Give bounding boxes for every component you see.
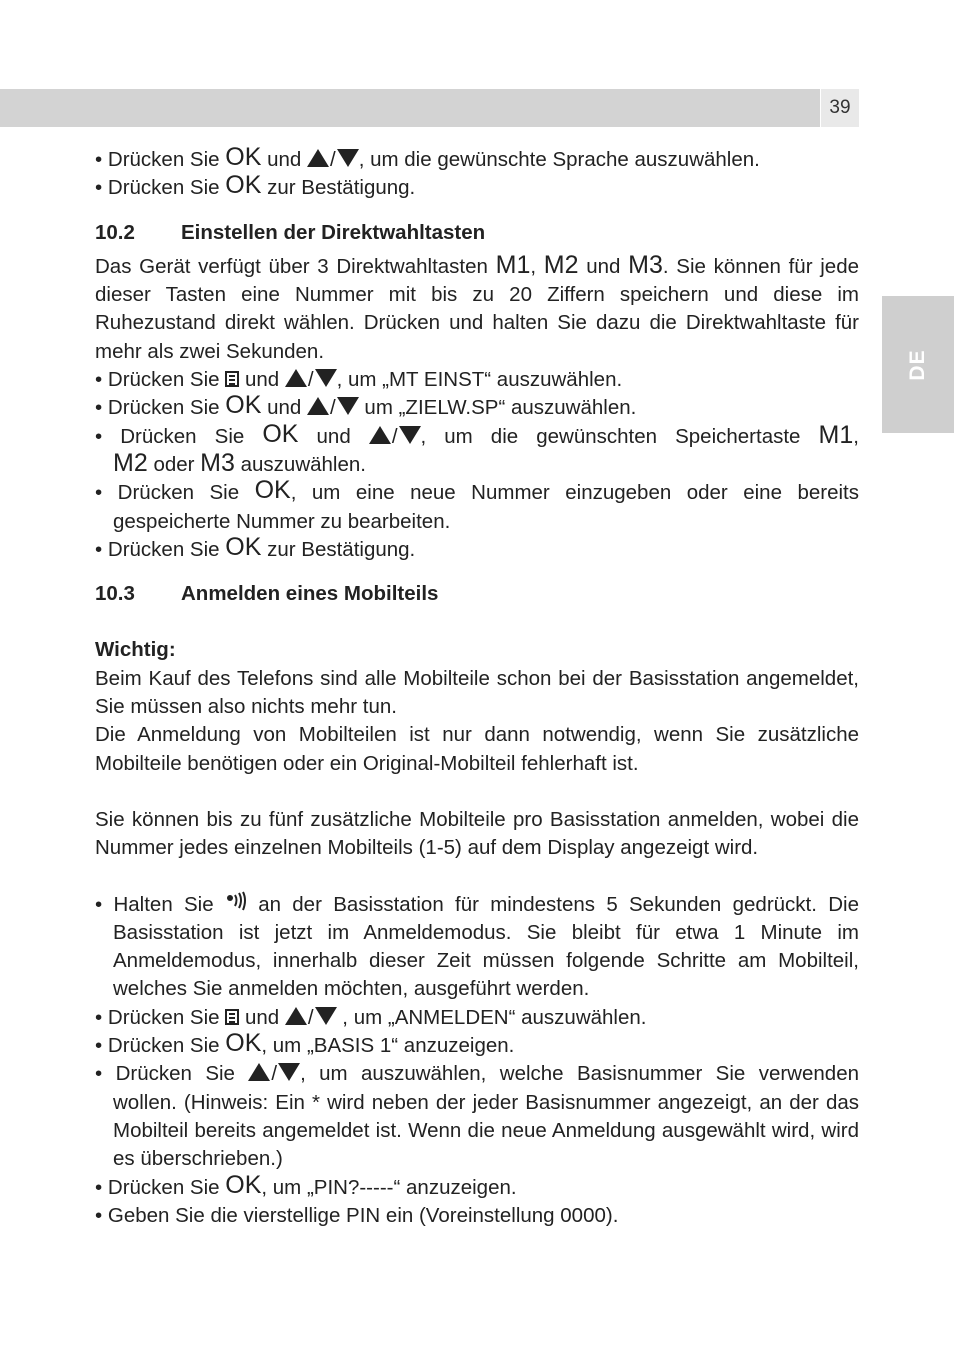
m1-key-icon: M1 — [818, 420, 854, 449]
arrow-down-icon — [337, 149, 359, 167]
arrow-up-icon — [307, 397, 329, 415]
important-label: Wichtig: — [95, 638, 176, 662]
m3-key-icon: M3 — [628, 250, 663, 279]
list-item: • Drücken Sie OK zur Bestätigung. — [95, 171, 416, 200]
menu-key-icon — [225, 371, 239, 387]
arrow-up-icon — [285, 1007, 307, 1025]
header-bar — [0, 89, 820, 127]
paragraph: Beim Kauf des Telefons sind alle Mobilteile schon bei der Basisstation angemeldet, Sie müssen also nichts mehr tun. — [95, 666, 859, 719]
paragraph: Das Gerät verfügt über 3 Direktwahltasten M1, M2 und M3. Sie können für jede dieser Tasten eine Nummer mit bis zu 20 Ziffern speichern und diese im Ruhezustand direkt wählen. Drücken und halten Sie dazu die Direktwahltaste für mehr als zwei Sekunden. — [95, 250, 860, 363]
arrow-up-icon — [307, 149, 329, 167]
list-item: • Drücken Sie OK, um „PIN?-----“ anzuzeigen. — [95, 1170, 517, 1199]
paragraph: Sie können bis zu fünf zusätzliche Mobilteile pro Basisstation anmelden, wobei die Nummer jedes einzelnen Mobilteils (1-5) auf dem Display angezeigt wird. — [95, 807, 859, 860]
list-item: • Drücken Sie OK, um „BASIS 1“ anzuzeigen. — [95, 1029, 515, 1058]
arrow-down-icon — [315, 1007, 337, 1025]
arrow-down-icon — [337, 397, 359, 415]
paragraph: Die Anmeldung von Mobilteilen ist nur dann notwendig, wenn Sie zusätzliche Mobilteile benötigen oder ein Original-Mobilteil fehlerhaft ist. — [95, 723, 859, 775]
ok-key-icon: OK — [225, 171, 262, 200]
list-item: • Drücken Sie und / , um „ANMELDEN“ auszuwählen. — [95, 1005, 647, 1029]
arrow-down-icon — [399, 426, 421, 444]
list-item: • Halten Sie an der Basisstation für mindestens 5 Sekunden gedrückt. Die Basisstation ist jetzt im Anmeldemodus. Sie bleibt für etwa 1 Minute im Anmeldemodus, innerhalb dieser Zeit müssen folgende Schritte am Mobilteil, welches Sie anmelden möchten, ausgeführt werden. — [95, 892, 859, 1001]
ok-key-icon: OK — [254, 476, 291, 505]
arrow-up-icon — [285, 369, 307, 387]
arrow-down-icon — [278, 1063, 300, 1081]
language-tab-label: DE — [906, 348, 929, 381]
list-item: • Drücken Sie OK und / , um die gewünschten Speichertaste M1, M2 oder M3 auszuwählen. — [95, 419, 859, 477]
m1-key-icon: M1 — [495, 250, 531, 279]
paging-key-icon — [225, 891, 247, 913]
ok-key-icon: OK — [225, 1029, 262, 1058]
page-number: 39 — [821, 89, 859, 127]
menu-key-icon — [225, 1009, 239, 1025]
arrow-up-icon — [369, 426, 391, 444]
ok-key-icon: OK — [225, 143, 262, 171]
m2-key-icon: M2 — [543, 250, 579, 279]
section-heading-10-2: 10.2 Einstellen der Direktwahltasten — [95, 220, 486, 244]
ok-key-icon: OK — [225, 1170, 262, 1199]
arrow-down-icon — [315, 369, 337, 387]
m2-key-icon: M2 — [113, 448, 148, 477]
language-tab — [882, 296, 954, 433]
ok-key-icon: OK — [225, 532, 262, 561]
ok-key-icon: OK — [225, 391, 262, 420]
list-item: • Drücken Sie OK und / , um die gewünschte Sprache auszuwählen. — [95, 143, 760, 171]
list-item: • Drücken Sie OK, um eine neue Nummer einzugeben oder eine bereits gespeicherte Nummer zu bearbeiten. — [95, 476, 859, 533]
m3-key-icon: M3 — [200, 448, 235, 477]
section-heading-10-3: 10.3 Anmelden eines Mobilteils — [95, 582, 439, 606]
arrow-up-icon — [248, 1063, 270, 1081]
manual-content — [95, 143, 860, 1230]
ok-key-icon: OK — [262, 419, 299, 448]
list-item: • Drücken Sie / , um auszuwählen, welche Basisnummer Sie verwenden wollen. (Hinweis: Ein * wird neben der jeder Basisnummer angezeigt, an der das Mobilteil bereits angemeldet ist. Wenn die neue Anmeldung ausgewählt wird, wird es überschrieben.) — [95, 1062, 859, 1171]
list-item: • Drücken Sie OK zur Bestätigung. — [95, 532, 416, 561]
list-item: • Drücken Sie und / , um „MT EINST“ auszuwählen. — [95, 368, 623, 392]
list-item: • Geben Sie die vierstellige PIN ein (Voreinstellung 0000). — [95, 1203, 619, 1227]
list-item: • Drücken Sie OK und / um „ZIELW.SP“ auszuwählen. — [95, 391, 637, 420]
